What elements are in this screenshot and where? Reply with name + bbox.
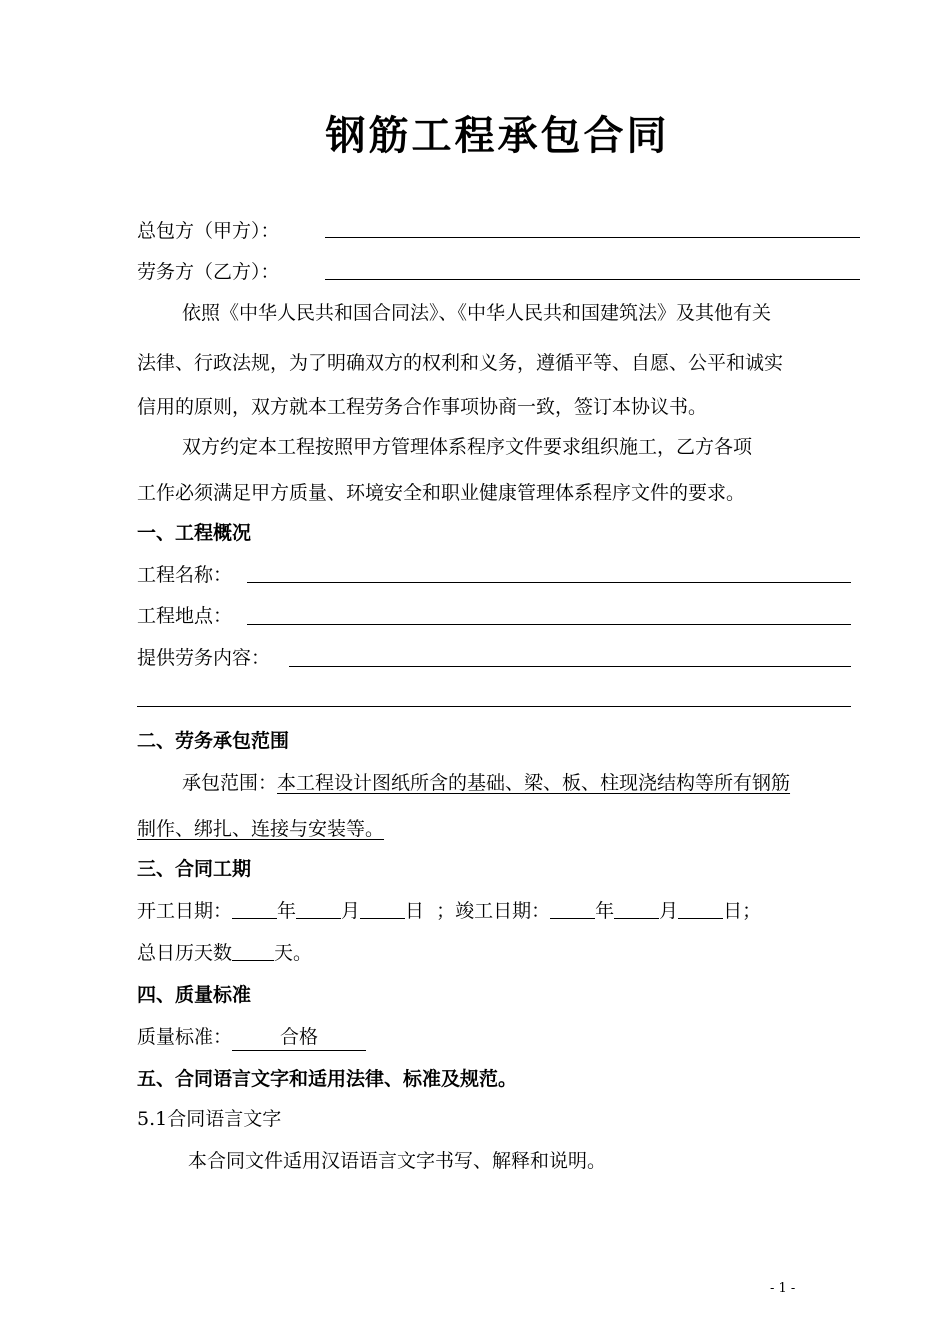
intro-line-3: 信用的原则，双方就本工程劳务合作事项协商一致，签订本协议书。 [137, 396, 708, 418]
end-day-unit: 日； [723, 900, 762, 922]
start-month-unit: 月 [341, 900, 361, 922]
page-number: - 1 - [770, 1281, 796, 1296]
quality-label: 质量标准： [137, 1026, 233, 1048]
scope-value-2: 制作、绑扎、连接与安装等。 [137, 818, 385, 840]
intro-line-1: 依照《中华人民共和国合同法》、《中华人民共和国建筑法》及其他有关 [182, 302, 772, 324]
start-day-unit: 日 [405, 900, 425, 922]
service-content-field[interactable] [289, 666, 851, 667]
party-b-field[interactable] [325, 279, 860, 280]
section2-heading: 二、劳务承包范围 [137, 730, 290, 752]
project-name-label: 工程名称： [137, 564, 233, 586]
agreement-line-2: 工作必须满足甲方质量、环境安全和职业健康管理体系程序文件的要求。 [137, 482, 746, 504]
agreement-line-1: 双方约定本工程按照甲方管理体系程序文件要求组织施工，乙方各项 [182, 436, 753, 458]
total-days-line [137, 940, 312, 966]
end-day-field[interactable] [678, 898, 723, 919]
project-location-label: 工程地点： [137, 605, 233, 627]
section1-heading: 一、工程概况 [137, 522, 252, 544]
end-year-unit: 年 [595, 900, 615, 922]
party-a-field[interactable] [325, 237, 860, 238]
section4-heading: 四、质量标准 [137, 984, 252, 1006]
end-year-field[interactable] [550, 898, 595, 919]
date-separator: ； [436, 900, 456, 922]
end-date-label: 竣工日期： [455, 900, 551, 922]
total-days-unit: 天。 [274, 942, 313, 964]
project-location-field[interactable] [247, 624, 851, 625]
scope-label: 承包范围： [182, 772, 278, 794]
start-day-field[interactable] [360, 898, 405, 919]
start-month-field[interactable] [296, 898, 341, 919]
end-month-unit: 月 [659, 900, 679, 922]
section3-heading: 三、合同工期 [137, 858, 252, 880]
document-title: 钢筋工程承包合同 [325, 113, 670, 159]
party-a-label: 总包方（甲方）： [137, 220, 280, 242]
service-content-label: 提供劳务内容： [137, 647, 271, 669]
quality-line [137, 1024, 366, 1051]
end-month-field[interactable] [614, 898, 659, 919]
intro-line-2: 法律、行政法规，为了明确双方的权利和义务，遵循平等、自愿、公平和诚实 [137, 352, 784, 374]
start-year-unit: 年 [277, 900, 297, 922]
service-content-field-line-2[interactable] [137, 706, 851, 707]
start-date-label: 开工日期： [137, 900, 233, 922]
party-b-label: 劳务方（乙方）： [137, 261, 280, 283]
section5-subheading: 5.1合同语言文字 [137, 1108, 282, 1130]
quality-value[interactable]: 合格 [232, 1024, 366, 1051]
section5-heading: 五、合同语言文字和适用法律、标准及规范。 [137, 1068, 518, 1090]
section5-text: 本合同文件适用汉语语言文字书写、解释和说明。 [188, 1150, 607, 1172]
schedule-line [137, 898, 761, 924]
total-days-label: 总日历天数 [137, 942, 233, 964]
scope-line-1 [182, 770, 790, 796]
total-days-field[interactable] [232, 940, 274, 961]
project-name-field[interactable] [247, 582, 851, 583]
scope-line-2 [137, 816, 384, 842]
scope-value-1: 本工程设计图纸所含的基础、梁、板、柱现浇结构等所有钢筋 [277, 772, 791, 794]
start-year-field[interactable] [232, 898, 277, 919]
